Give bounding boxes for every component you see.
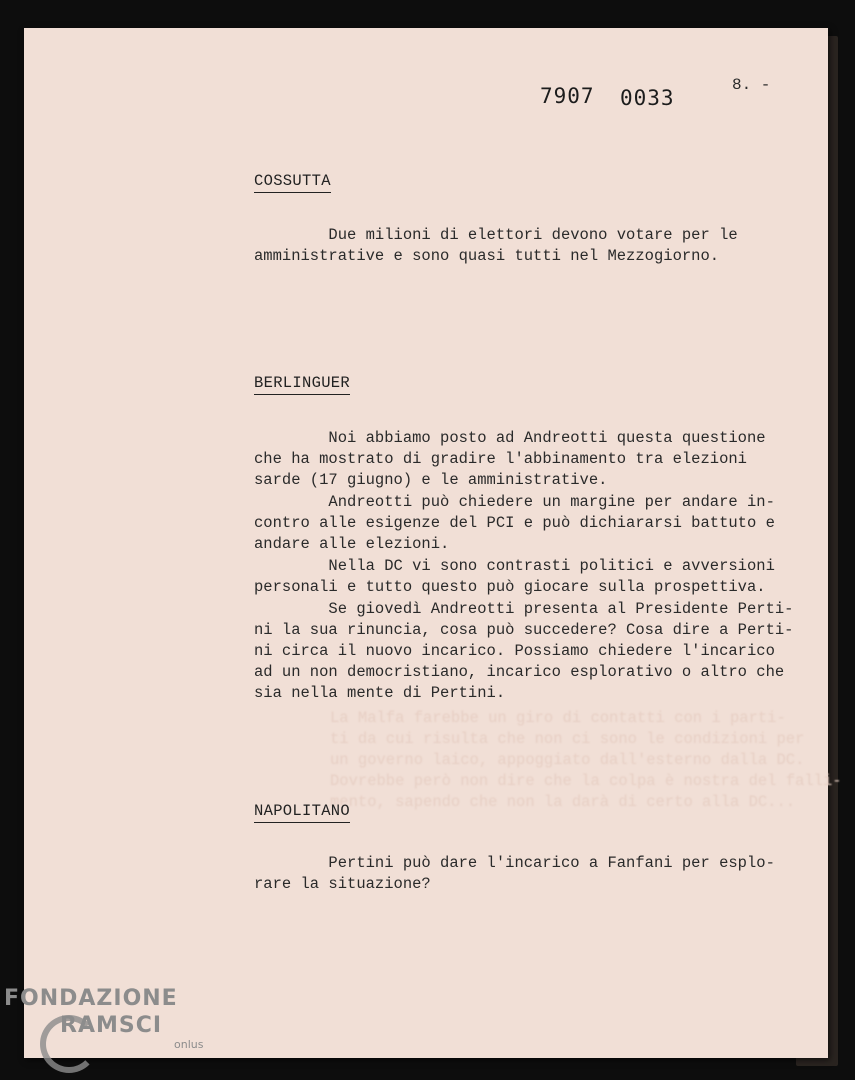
page-number: 8. - [732,76,771,94]
archive-stamp-left: 7907 [540,84,595,108]
paragraph: Se giovedì Andreotti presenta al Presidente Perti- ni la sua rinuncia, cosa può succedere? Cosa dire a Perti- ni circa il nuovo incarico. Possiamo chiedere l'incarico ad un non democristiano, incarico esplorativo o altro che sia nella mente di Pertini. [254,600,794,702]
paragraph: Noi abbiamo posto ad Andreotti questa questione che ha mostrato di gradire l'abbinamento tra elezioni sarde (17 giugno) e le amministrative. [254,429,766,489]
paragraph: Andreotti può chiedere un margine per andare in- contro alle esigenze del PCI e può dichiararsi battuto e andare alle elezioni. [254,493,775,553]
watermark-logo [4,986,204,1051]
bleed-through: La Malfa farebbe un giro di contatti con i parti- ti da cui risulta che non ci sono le condizioni per un governo laico, appoggiato dall'esterno dalla DC. Dovrebbe però non dire che la colpa è nostra del falli- mento, sapendo che non la darà di certo alla DC... [330,709,842,811]
paragraph: Nella DC vi sono contrasti politici e avversioni personali e tutto questo può giocare sulla prospettiva. [254,557,775,596]
speaker-heading: BERLINGUER [254,374,350,395]
paragraph: Pertini può dare l'incarico a Fanfani per esplo- rare la situazione? [254,854,775,893]
logo-line-1: FONDAZIONE [4,986,178,1011]
speaker-heading: COSSUTTA [254,172,331,193]
archive-stamp-right: 0033 [620,86,675,110]
speaker-heading: NAPOLITANO [254,802,350,823]
logo-line-2: RAMSCI [60,1013,163,1038]
paragraph: Due milioni di elettori devono votare per le amministrative e sono quasi tutti nel Mezzogiorno. [254,226,738,265]
logo-line-3: onlus [174,1038,204,1051]
